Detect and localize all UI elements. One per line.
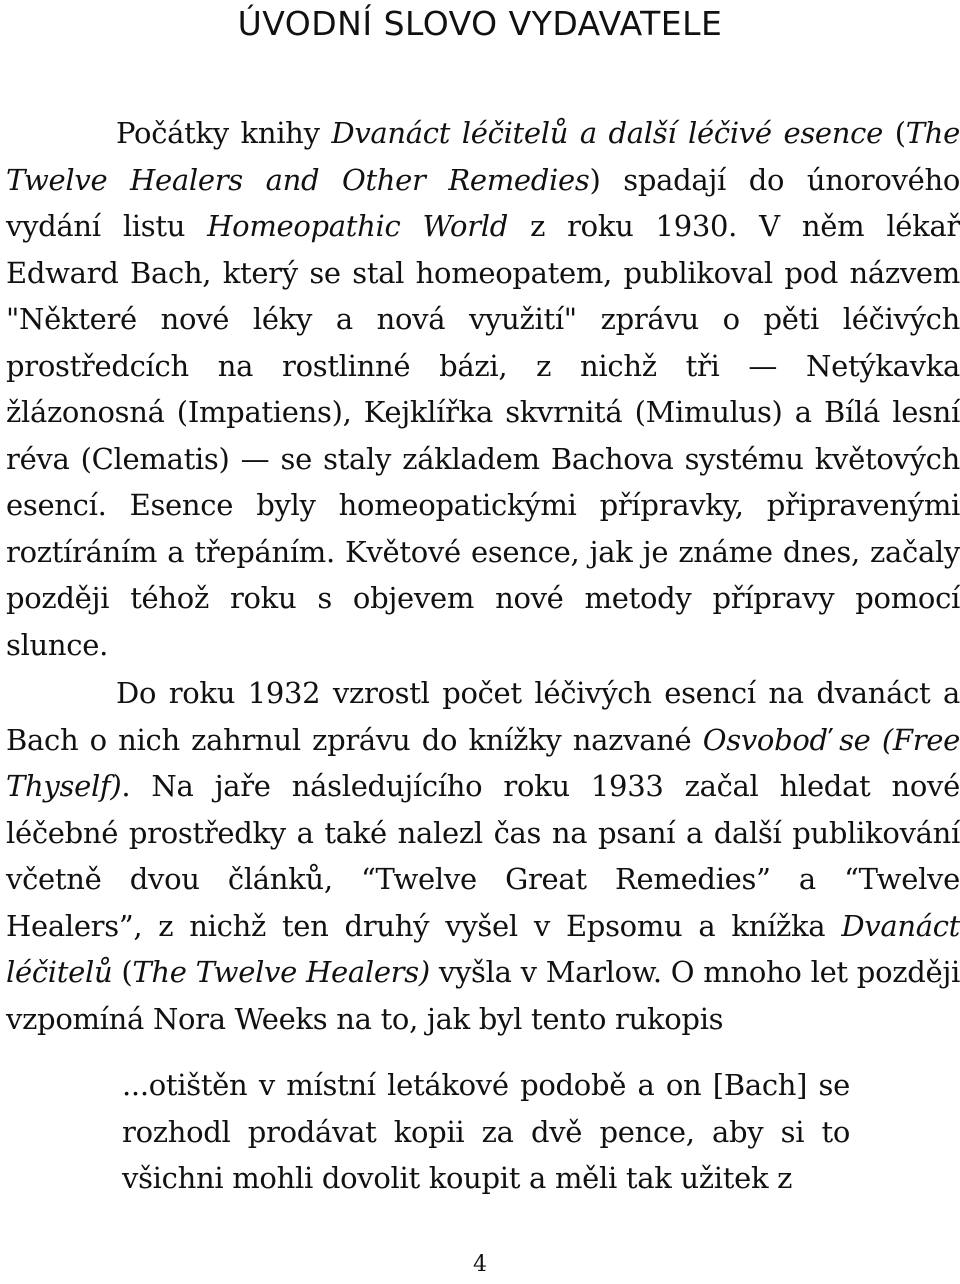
paragraph-1 [6, 110, 960, 668]
paragraph-2-text-2: . Na jaře následujícího roku 1933 začal hledat nové léčebné prostředky a také nalezl čas na psaní a další publikování včetně dvou článků, “Twelve Great Remedies” a “Twelve Healers”, z nichž ten druhý vyšel v Epsomu a knížka [6, 769, 960, 943]
paragraph-2-text-1: Do roku 1932 vzrostl počet léčivých esencí na dvanáct a Bach o nich zahrnul zprávu do knížky nazvané [6, 676, 960, 757]
paragraph-2-text [6, 670, 960, 1042]
chapter-title: ÚVODNÍ SLOVO VYDAVATELE [237, 4, 723, 43]
paragraph-1-italic-english-title: The Twelve Healers and Other Remedies [6, 116, 960, 197]
paragraph-1-italic-book-title: Dvanáct léčitelů a další léčivé esence [331, 116, 883, 150]
paragraph-1-text-4: z roku 1930. V něm lékař Edward Bach, který se stal homeopatem, publikoval pod názvem "Některé nové léky a nová využití" zprávu o pěti léčivých prostředcích na rostlinné bázi, z nichž tři — Netýkavka žlázonosná (Impatiens), Kejklířka skvrnitá (Mimulus) a Bílá lesní réva (Clematis) — se staly základem Bachova systému květových esencí. Esence byly homeopatickými přípravky, připravenými roztíráním a třepáním. Květové esence, jak je známe dnes, začaly později téhož roku s objevem nové metody přípravy pomocí slunce. [6, 209, 960, 662]
page-number: 4 [473, 1252, 487, 1277]
paragraph-2-italic-english-title: The Twelve Healers) [132, 955, 430, 989]
block-quote: ...otištěn v místní letákové podobě a on [Bach] se rozhodl prodávat kopii za dvě pence, aby si to všichni mohli dovolit koupit a měli tak užitek z [122, 1068, 850, 1195]
paragraph-1-text [6, 110, 960, 668]
paragraph-1-italic-journal: Homeopathic World [207, 209, 509, 243]
paragraph-2-italic-free-thyself: Osvoboď se (Free Thyself) [6, 722, 960, 803]
paragraph-2-text-4: vyšla v Marlow. O mnoho let později vzpomíná Nora Weeks na to, jak byl tento rukopis [6, 955, 960, 1036]
paragraph-1-text-1: Počátky knihy [116, 116, 332, 150]
paragraph-2-text-3: ( [112, 955, 133, 989]
paragraph-2-italic-book-title: Dvanáct léčitelů [6, 908, 960, 989]
paragraph-1-text-3: ) spadají do únorového vydání listu [6, 162, 960, 243]
paragraph-1-text-2: ( [882, 116, 906, 150]
paragraph-2 [6, 670, 960, 1042]
